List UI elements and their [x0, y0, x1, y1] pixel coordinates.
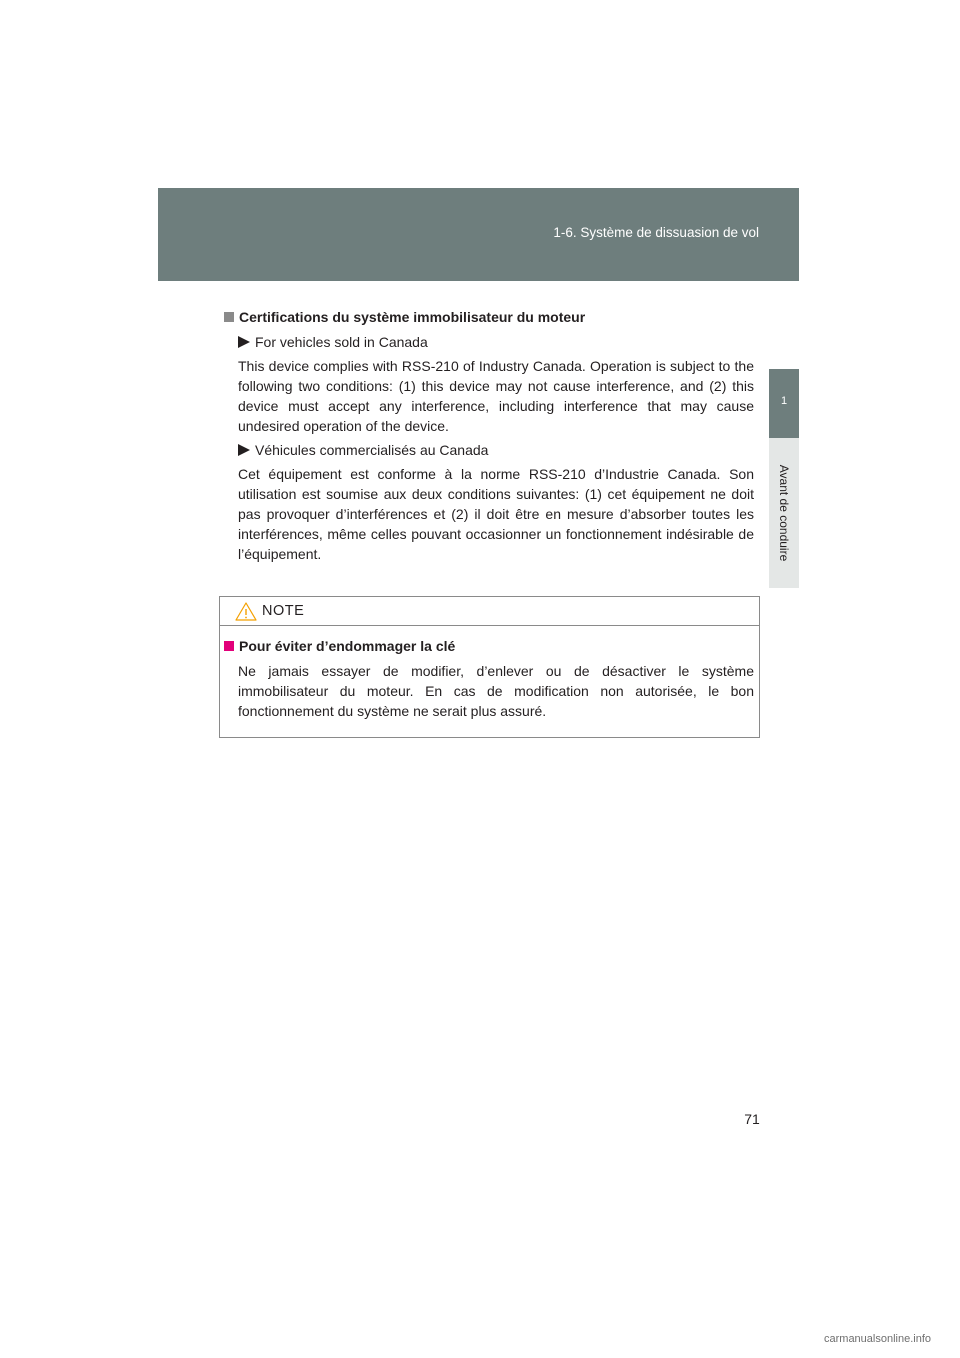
header-band: [158, 188, 799, 281]
bullet-label: Véhicules commercialisés au Canada: [255, 442, 489, 458]
chapter-tab: [769, 369, 799, 438]
chapter-number: 1: [780, 395, 788, 407]
chapter-title: Avant de conduire: [777, 464, 791, 562]
note-paragraph: Ne jamais essayer de modifier, d’enlever ou de désactiver le système immobilisateur du moteur. En cas de modification non autorisée, le bon fonctionnement du système ne serait plus assuré.: [238, 663, 754, 719]
main-content: [224, 306, 754, 564]
paragraph-canada-en: This device complies with RSS-210 of Industry Canada. Operation is subject to the following two conditions: (1) this device may not cause interference, and (2) this device must accept any interference, including interference that may cause undesired operation of the device.: [238, 358, 754, 434]
note-heading: [224, 635, 754, 657]
triangle-right-icon: [238, 336, 250, 348]
note-heading-text: Pour éviter d’endommager la clé: [239, 638, 456, 654]
section-title: 1-6. Système de dissuasion de vol: [553, 225, 759, 240]
bullet-canada-en: [238, 332, 754, 352]
note-header: [220, 597, 759, 626]
section-heading: [224, 306, 754, 328]
triangle-right-icon: [238, 444, 250, 456]
square-icon: [224, 641, 234, 651]
note-box: [219, 596, 760, 738]
note-body: [224, 635, 754, 721]
bullet-label: For vehicles sold in Canada: [255, 334, 428, 350]
bullet-canada-fr: [238, 440, 754, 460]
square-icon: [224, 312, 234, 322]
paragraph-canada-fr: Cet équipement est conforme à la norme RSS-210 d’Industrie Canada. Son utilisation est soumise aux deux conditions suivantes: (1) cet équipement ne doit pas provoquer d’interférences et (2) il doit être en mesure d’absorber toutes les interférences, même celles pouvant occasionner un fonctionnement indésirable de l’équipement.: [238, 466, 754, 562]
watermark: carmanualsonline.info: [824, 1333, 932, 1345]
warning-triangle-icon: [235, 602, 257, 621]
page-number: 71: [744, 1111, 760, 1127]
chapter-title-tab: [769, 438, 799, 588]
section-heading-text: Certifications du système immobilisateur du moteur: [239, 309, 586, 325]
note-title: NOTE: [262, 603, 305, 619]
